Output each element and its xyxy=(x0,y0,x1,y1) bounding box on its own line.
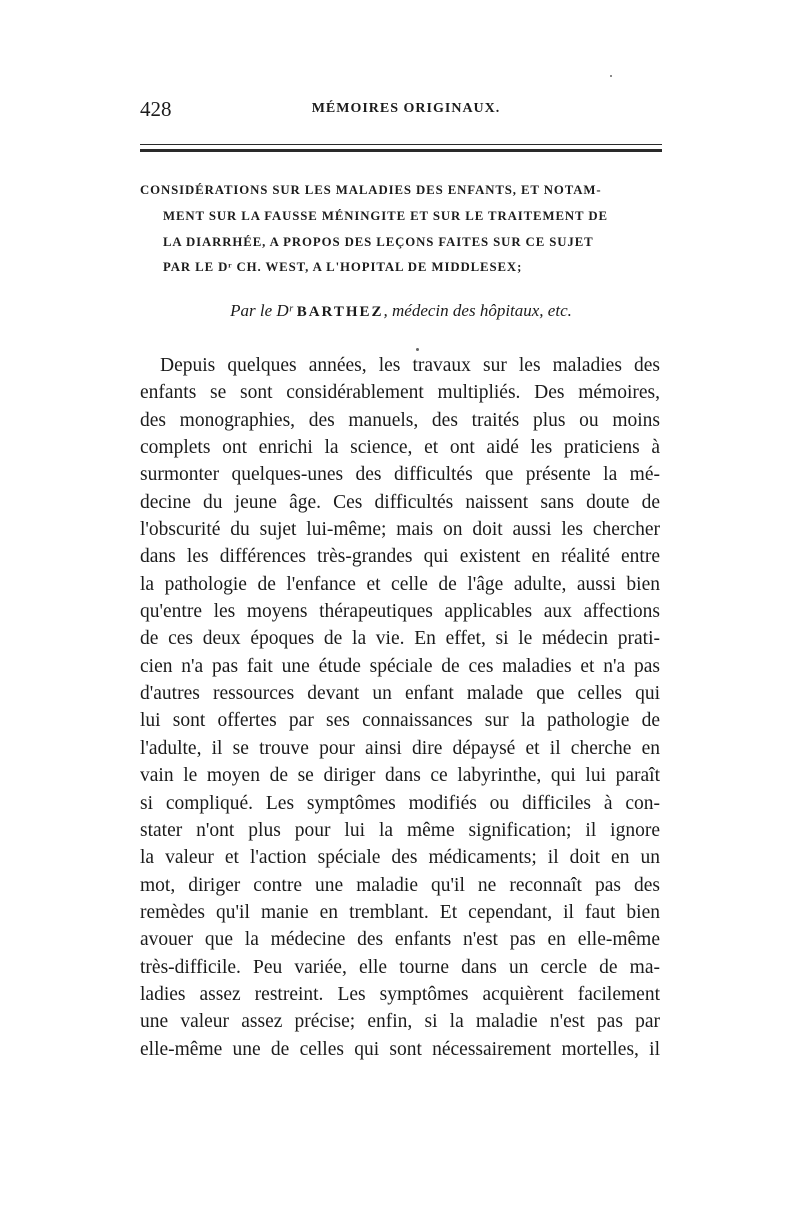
text-line: avouer que la médecine des enfants n'est pas en elle-même xyxy=(140,929,660,951)
text-line: Depuis quelques années, les travaux sur les maladies des xyxy=(160,355,660,376)
text-line: une valeur assez précise; enfin, si la maladie n'est pas par xyxy=(140,1011,660,1033)
text-line: d'autres ressources devant un enfant malade que celles qui xyxy=(140,683,660,705)
text-line: qu'entre les moyens thérapeutiques applicables aux affections xyxy=(140,601,660,623)
byline-prefix: Par le Dʳ xyxy=(230,301,293,320)
text-line: l'obscurité du sujet lui-même; mais on doit aussi les chercher xyxy=(140,519,660,541)
text-line: decine du jeune âge. Ces difficultés naissent sans doute de xyxy=(140,491,660,513)
text-line: enfants se sont considérablement multipliés. Des mémoires, xyxy=(140,382,660,404)
text-line: si compliqué. Les symptômes modifiés ou difficiles à con- xyxy=(140,792,660,814)
text-line: stater n'ont plus pour lui la même signification; il ignore xyxy=(140,819,660,841)
running-head: MÉMOIRES ORIGINAUX. xyxy=(311,101,501,116)
title-line: CONSIDÉRATIONS SUR LES MALADIES DES ENFANTS, ET NOTAM- xyxy=(140,183,602,197)
header-rule-thick xyxy=(140,149,662,152)
text-line: complets ont enrichi la science, et ont aidé les praticiens à xyxy=(140,437,660,459)
text-line: lui sont offertes par ses connaissances sur la pathologie de xyxy=(140,710,660,732)
text-line: de ces deux époques de la vie. En effet, si le médecin prati- xyxy=(140,628,660,650)
title-line: LA DIARRHÉE, A PROPOS DES LEÇONS FAITES SUR CE SUJET xyxy=(163,234,594,249)
author-byline xyxy=(140,301,662,321)
text-line: dans les différences très-grandes qui existent en réalité entre xyxy=(140,546,660,568)
text-line: l'adulte, il se trouve pour ainsi dire dépaysé et il cherche en xyxy=(140,737,660,759)
text-line: mot, diriger contre une maladie qu'il ne reconnaît pas des xyxy=(140,874,660,896)
text-line: des monographies, des manuels, des traités plus ou moins xyxy=(140,409,660,431)
article-title xyxy=(140,178,662,281)
title-line: MENT SUR LA FAUSSE MÉNINGITE ET SUR LE TRAITEMENT DE xyxy=(163,208,608,223)
text-line: remèdes qu'il manie en tremblant. Et cependant, il faut bien xyxy=(140,901,660,923)
page-number: 428 xyxy=(140,97,172,121)
text-line: cien n'a pas fait une étude spéciale de ces maladies et n'a pas xyxy=(140,655,660,677)
text-line: surmonter quelques-unes des difficultés que présente la mé- xyxy=(140,464,660,486)
text-line: elle-même une de celles qui sont nécessairement mortelles, il xyxy=(140,1038,660,1060)
title-line: PAR LE Dʳ CH. WEST, A L'HOPITAL DE MIDDLESEX; xyxy=(163,260,523,275)
text-line: la valeur et l'action spéciale des médicaments; il doit en un xyxy=(140,847,660,869)
print-speck xyxy=(416,348,419,351)
header-rule-thin xyxy=(140,144,662,145)
body-text xyxy=(140,352,660,1063)
byline-suffix: , médecin des hôpitaux, etc. xyxy=(383,301,572,320)
print-speck xyxy=(610,75,612,77)
text-line: très-difficile. Peu variée, elle tourne dans un cercle de ma- xyxy=(140,956,660,978)
text-line: vain le moyen de se diriger dans ce labyrinthe, qui lui paraît xyxy=(140,765,660,787)
text-line: la pathologie de l'enfance et celle de l'âge adulte, aussi bien xyxy=(140,573,660,595)
text-line: ladies assez restreint. Les symptômes acquièrent facilement xyxy=(140,983,660,1005)
author-name: BARTHEZ xyxy=(296,304,384,320)
